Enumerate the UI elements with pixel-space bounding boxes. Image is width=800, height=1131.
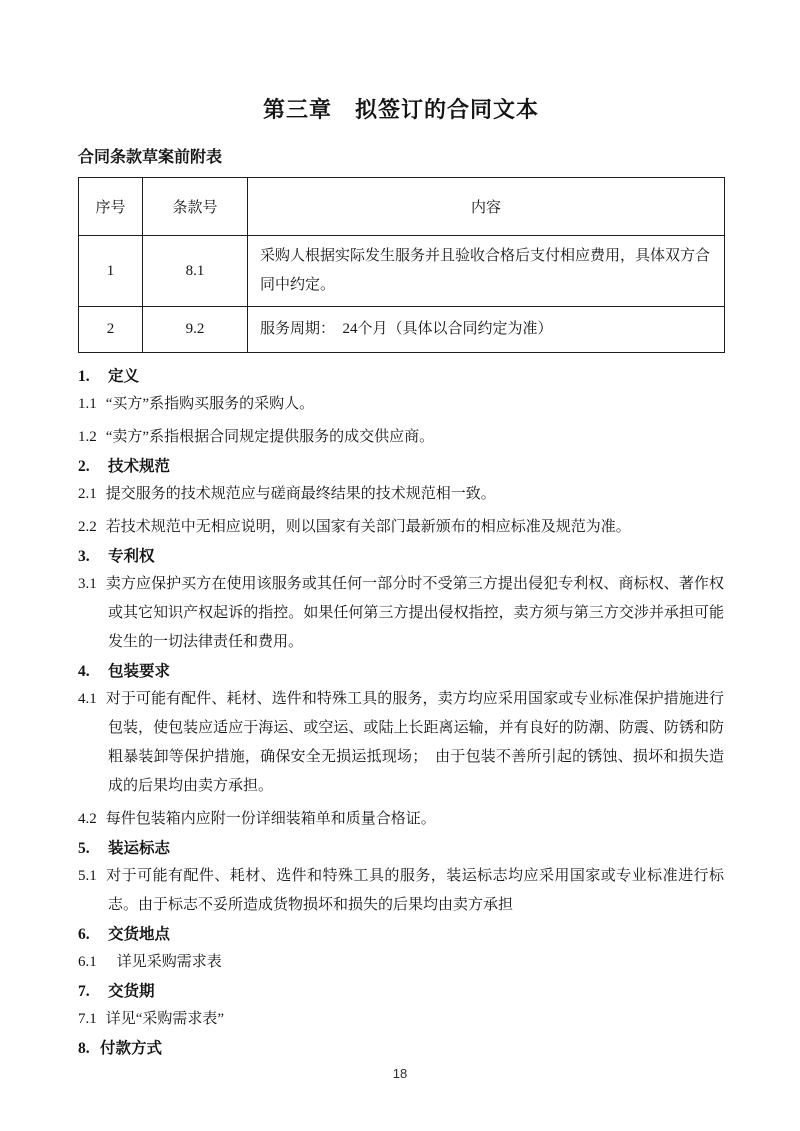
section-heading-definitions [78,366,724,388]
cell-content: 采购人根据实际发生服务并且验收合格后支付相应费用，具体双方合同中约定。 [248,236,725,307]
section-item [78,480,724,509]
item-text: 对于可能有配件、耗材、选件和特殊工具的服务，装运标志均应采用国家或专业标准进行标志。由于标志不妥所造成货物损坏和损失的后果均由卖方承担 [105,868,724,913]
section-heading-text: 付款方式 [100,1040,163,1057]
section-number: 6. [78,926,90,943]
item-text: “卖方”系指根据合同规定提供服务的成交供应商。 [105,429,435,445]
item-text: 详见“采购需求表” [105,1011,225,1027]
cell-content: 服务周期： 24个月（具体以合同约定为准） [248,307,725,353]
table-row [79,236,725,307]
section-heading-text: 交货期 [108,983,155,1000]
section-heading-text: 包装要求 [108,663,171,680]
item-label: 6.1 [78,954,97,970]
cell-clause: 9.2 [143,307,248,353]
item-label: 1.1 [78,396,97,412]
section-item [78,513,724,542]
section-number: 5. [78,840,90,857]
table-header-row [79,178,725,236]
item-label: 1.2 [78,429,97,445]
section-heading-payment-method [78,1038,724,1060]
cell-clause: 8.1 [143,236,248,307]
item-label: 3.1 [78,576,97,592]
item-label: 2.1 [78,486,97,502]
section-item [78,423,724,452]
header-cell-clause: 条款号 [143,178,248,236]
section-item [78,685,724,801]
section-number: 1. [78,368,90,385]
section-heading-patent-rights [78,546,724,568]
item-text: 卖方应保护买方在使用该服务或其任何一部分时不受第三方提出侵犯专利权、商标权、著作权或其它知识产权起诉的指控。如果任何第三方提出侵权指控，卖方须与第三方交涉并承担可能发生的一切法律责任和费用。 [105,576,724,650]
item-text: 每件包装箱内应附一份详细装箱单和质量合格证。 [105,811,436,827]
item-text: 对于可能有配件、耗材、选件和特殊工具的服务，卖方均应采用国家或专业标准保护措施进行包装，使包装应适应于海运、或空运、或陆上长距离运输，并有良好的防潮、防震、防锈和防粗暴装卸等保护措施，确保安全无损运抵现场； 由于包装不善所引起的锈蚀、损坏和损失造成的后果均由卖方承担。 [105,691,724,794]
section-heading-packaging [78,661,724,683]
item-text: 提交服务的技术规范应与磋商最终结果的技术规范相一致。 [105,486,496,502]
section-number: 4. [78,663,90,680]
cell-no: 1 [79,236,143,307]
section-item [78,570,724,657]
header-cell-content: 内容 [248,178,725,236]
section-item [78,948,724,977]
section-item [78,390,724,419]
section-heading-text: 定义 [108,368,140,385]
section-item [78,805,724,834]
item-label: 5.1 [78,868,97,884]
section-heading-delivery-time [78,981,724,1003]
section-heading-technical-specs [78,456,724,478]
cell-no: 2 [79,307,143,353]
section-number: 7. [78,983,90,1000]
item-label: 4.1 [78,691,97,707]
section-item [78,1005,724,1034]
clause-pre-table [78,177,725,353]
page-number: 18 [392,1066,408,1081]
section-number: 3. [78,548,90,565]
table-row [79,307,725,353]
item-label: 7.1 [78,1011,97,1027]
section-heading-text: 技术规范 [108,458,171,475]
section-number: 2. [78,458,90,475]
section-item [78,862,724,920]
section-number: 8. [78,1040,90,1057]
section-heading-delivery-place [78,924,724,946]
section-subtitle: 合同条款草案前附表 [78,149,223,166]
section-heading-text: 专利权 [108,548,155,565]
item-text: 详见采购需求表 [116,954,222,970]
section-heading-text: 交货地点 [108,926,171,943]
item-text: “买方”系指购买服务的采购人。 [105,396,315,412]
page-title: 第三章 拟签订的合同文本 [262,97,539,122]
item-label: 4.2 [78,811,97,827]
section-heading-shipping-marks [78,838,724,860]
item-label: 2.2 [78,519,97,535]
item-text: 若技术规范中无相应说明，则以国家有关部门最新颁布的相应标准及规范为准。 [105,519,631,535]
header-cell-no: 序号 [79,178,143,236]
section-heading-text: 装运标志 [108,840,171,857]
